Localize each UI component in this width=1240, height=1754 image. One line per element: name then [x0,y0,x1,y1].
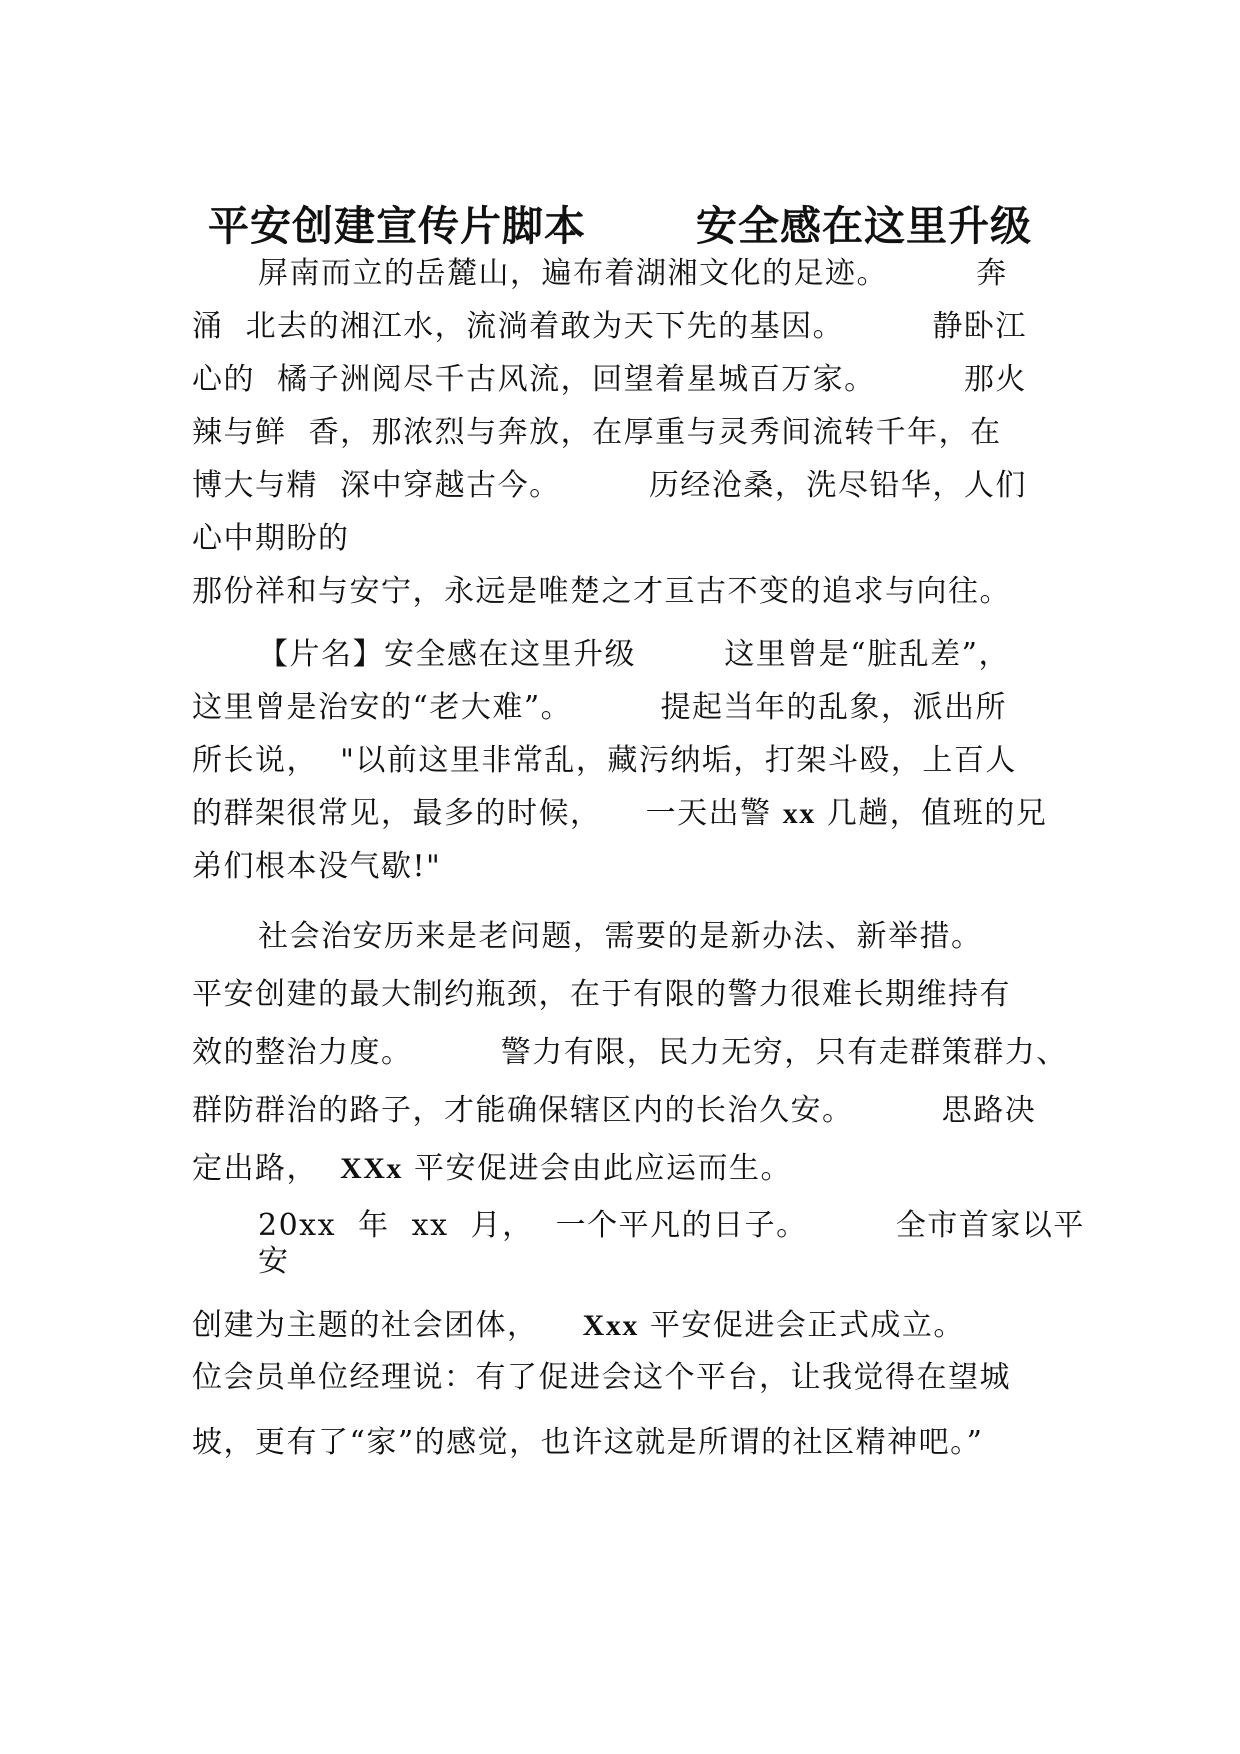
paragraph-1-line-6: 心中期盼的 [192,521,350,556]
paragraph-4-line-3-bold: Xxx [582,1309,639,1342]
paragraph-4-line-3-text-c: 平安促进会正式成立。 [638,1308,965,1343]
paragraph-2-line-2: 这里曾是治安的“老大难”。 提起当年的乱象，派出所 [192,690,1007,725]
title-part-2: 安全感在这里升级 [696,202,1032,250]
paragraph-1-line-7: 那份祥和与安宁，永远是唯楚之才亘古不变的追求与向往。 [192,574,1011,609]
paragraph-1-line-3: 心的 橘子洲阅尽千古风流，回望着星城百万家。 那火 [192,362,1027,397]
paragraph-1-line-2: 涌 北去的湘江水，流淌着敢为天下先的基因。 静卧江 [192,309,1027,344]
paragraph-4-line-2: 安 [258,1244,290,1279]
paragraph-1-line-1: 屏南而立的岳麓山，遍布着湖湘文化的足迹。 奔 [258,256,1008,291]
paragraph-3-line-2: 平安创建的最大制约瓶颈，在于有限的警力很难长期维持有 [192,977,1011,1012]
paragraph-3-line-5-text-a: 定出路， [192,1151,341,1186]
paragraph-2-line-4-text-a: 的群架很常见，最多的时候， 一天出警 [192,796,783,831]
paragraph-3-line-4: 群防群治的路子，才能确保辖区内的长治久安。 思路决 [192,1093,1037,1128]
paragraph-3-line-5-bold: XXx [340,1152,403,1185]
paragraph-3-line-5-text-c: 平安促进会由此应运而生。 [402,1151,792,1186]
document-title [0,196,1240,256]
paragraph-2-line-4 [192,792,1047,836]
paragraph-3-line-1: 社会治安历来是老问题，需要的是新办法、新举措。 [258,919,983,954]
paragraph-2-line-1: 【片名】安全感在这里升级 这里曾是“脏乱差”， [258,637,1010,672]
paragraph-3-line-5 [192,1147,792,1191]
paragraph-2-line-3: 所长说， "以前这里非常乱，藏污纳垢，打架斗殴，上百人 [192,743,1017,778]
paragraph-4-line-3 [192,1304,965,1348]
paragraph-2-line-5: 弟们根本没气歇!" [192,849,442,884]
paragraph-4-line-4: 位会员单位经理说：有了促进会这个平台，让我觉得在望城 [192,1360,1011,1395]
paragraph-1-line-5: 博大与精 深中穿越古今。 历经沧桑，洗尽铅华，人们 [192,468,1027,503]
paragraph-3-line-3: 效的整治力度。 警力有限，民力无穷，只有走群策群力、 [192,1035,1068,1070]
paragraph-1-line-4: 辣与鲜 香，那浓烈与奔放，在厚重与灵秀间流转千年，在 [192,415,1002,450]
paragraph-4-line-3-text-a: 创建为主题的社会团体， [192,1308,583,1343]
paragraph-2-line-4-text-c: 几趟，值班的兄 [815,796,1048,831]
paragraph-2-line-4-bold: xx [782,797,816,830]
paragraph-4-line-5: 坡，更有了“家”的感觉，也许这就是所谓的社区精神吧。” [192,1425,984,1460]
paragraph-4-line-1: 20xx 年 xx 月， 一个平凡的日子。 全市首家以平 [258,1208,1085,1243]
title-part-1: 平安创建宣传片脚本 [208,202,586,250]
